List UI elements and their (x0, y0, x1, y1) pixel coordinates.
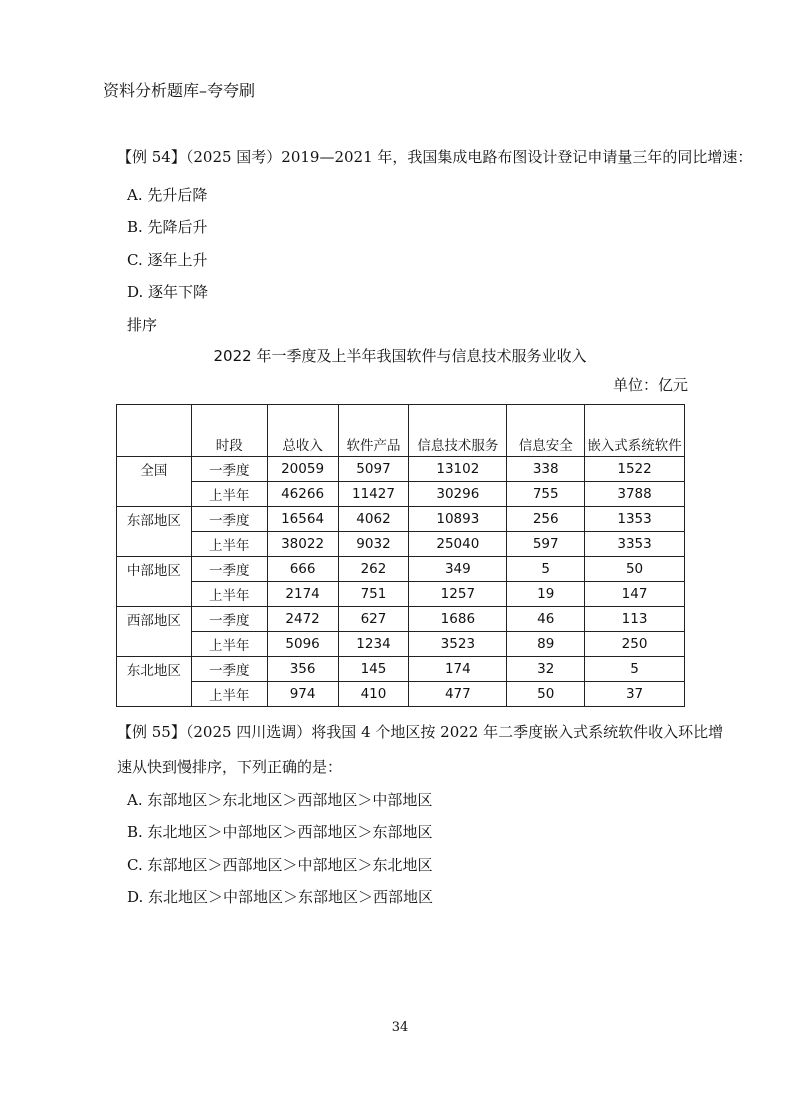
table-cell: 2472 (267, 607, 338, 632)
table-row (117, 482, 685, 507)
table-cell: 356 (267, 657, 338, 682)
question-55-stem-line2: 速从快到慢排序，下列正确的是： (117, 758, 343, 776)
table-cell: 5 (507, 557, 585, 582)
table-cell: 20059 (267, 457, 338, 482)
table-cell: 4062 (338, 507, 409, 532)
period-cell: 上半年 (191, 532, 267, 557)
table-row (117, 507, 685, 532)
region-cell: 西部地区 (117, 607, 192, 657)
table-cell: 50 (585, 557, 685, 582)
table-cell: 174 (409, 657, 507, 682)
table-header-cell: 嵌入式系统软件 (585, 405, 685, 457)
table-cell: 145 (338, 657, 409, 682)
table-cell: 37 (585, 682, 685, 707)
table-cell: 9032 (338, 532, 409, 557)
question-54-option-a: A. 先升后降 (127, 186, 208, 204)
table-unit: 单位：亿元 (612, 376, 688, 394)
question-55-option-a: A. 东部地区＞东北地区＞西部地区＞中部地区 (127, 791, 433, 809)
question-54-stem: 【例 54】（2025 国考）2019—2021 年，我国集成电路布图设计登记申请量三年的同比增速： (117, 148, 753, 166)
question-55-option-b: B. 东北地区＞中部地区＞西部地区＞东部地区 (127, 823, 433, 841)
table-cell: 2174 (267, 582, 338, 607)
table-cell: 46 (507, 607, 585, 632)
question-54-option-d: D. 逐年下降 (127, 283, 209, 301)
table-header-cell: 总收入 (267, 405, 338, 457)
period-cell: 一季度 (191, 557, 267, 582)
table-cell: 1353 (585, 507, 685, 532)
table-header-cell: 信息安全 (507, 405, 585, 457)
table-cell: 32 (507, 657, 585, 682)
table-cell: 113 (585, 607, 685, 632)
table-header-row (117, 405, 685, 457)
period-cell: 上半年 (191, 632, 267, 657)
period-cell: 一季度 (191, 457, 267, 482)
table-cell: 5096 (267, 632, 338, 657)
table-row (117, 682, 685, 707)
region-cell: 中部地区 (117, 557, 192, 607)
page-number: 34 (391, 1020, 409, 1035)
table-row (117, 582, 685, 607)
table-cell: 10893 (409, 507, 507, 532)
table-cell: 11427 (338, 482, 409, 507)
table-row (117, 657, 685, 682)
table-cell: 256 (507, 507, 585, 532)
period-cell: 上半年 (191, 682, 267, 707)
table-cell: 338 (507, 457, 585, 482)
question-55-option-d: D. 东北地区＞中部地区＞东部地区＞西部地区 (127, 888, 434, 906)
table-cell: 38022 (267, 532, 338, 557)
region-cell: 全国 (117, 457, 192, 507)
table-cell: 30296 (409, 482, 507, 507)
page-header: 资料分析题库–夸夸刷 (103, 81, 256, 100)
table-row (117, 457, 685, 482)
table-cell: 89 (507, 632, 585, 657)
table-cell: 755 (507, 482, 585, 507)
table-header-cell: 软件产品 (338, 405, 409, 457)
table-row (117, 557, 685, 582)
table-cell: 147 (585, 582, 685, 607)
period-cell: 一季度 (191, 607, 267, 632)
region-cell: 东部地区 (117, 507, 192, 557)
table-cell: 5097 (338, 457, 409, 482)
period-cell: 上半年 (191, 582, 267, 607)
period-cell: 上半年 (191, 482, 267, 507)
table-cell: 3788 (585, 482, 685, 507)
table-cell: 46266 (267, 482, 338, 507)
revenue-table (116, 404, 685, 707)
table-title: 2022 年一季度及上半年我国软件与信息技术服务业收入 (213, 347, 587, 365)
table-cell: 349 (409, 557, 507, 582)
region-cell: 东北地区 (117, 657, 192, 707)
question-55-stem-line1: 【例 55】（2025 四川选调）将我国 4 个地区按 2022 年二季度嵌入式系统软件收入环比增 (117, 723, 724, 741)
table-row (117, 632, 685, 657)
table-cell: 477 (409, 682, 507, 707)
table-cell: 1234 (338, 632, 409, 657)
table-cell: 16564 (267, 507, 338, 532)
table-cell: 25040 (409, 532, 507, 557)
table-cell: 19 (507, 582, 585, 607)
table-cell: 410 (338, 682, 409, 707)
table-cell: 1522 (585, 457, 685, 482)
period-cell: 一季度 (191, 507, 267, 532)
table-cell: 974 (267, 682, 338, 707)
table-cell: 1257 (409, 582, 507, 607)
question-54-option-c: C. 逐年上升 (127, 251, 208, 269)
table-cell: 250 (585, 632, 685, 657)
table-header-cell: 时段 (191, 405, 267, 457)
question-54-option-b: B. 先降后升 (127, 218, 208, 236)
table-cell: 597 (507, 532, 585, 557)
table-cell: 666 (267, 557, 338, 582)
table-header-cell: 信息技术服务 (409, 405, 507, 457)
table-row (117, 532, 685, 557)
question-55-option-c: C. 东部地区＞西部地区＞中部地区＞东北地区 (127, 856, 433, 874)
period-cell: 一季度 (191, 657, 267, 682)
table-header-cell (117, 405, 192, 457)
table-cell: 1686 (409, 607, 507, 632)
section-tag: 排序 (127, 316, 158, 334)
table-cell: 751 (338, 582, 409, 607)
table-cell: 627 (338, 607, 409, 632)
table-cell: 13102 (409, 457, 507, 482)
table-row (117, 607, 685, 632)
table-cell: 3353 (585, 532, 685, 557)
table-cell: 5 (585, 657, 685, 682)
table-cell: 50 (507, 682, 585, 707)
table-cell: 3523 (409, 632, 507, 657)
table-cell: 262 (338, 557, 409, 582)
